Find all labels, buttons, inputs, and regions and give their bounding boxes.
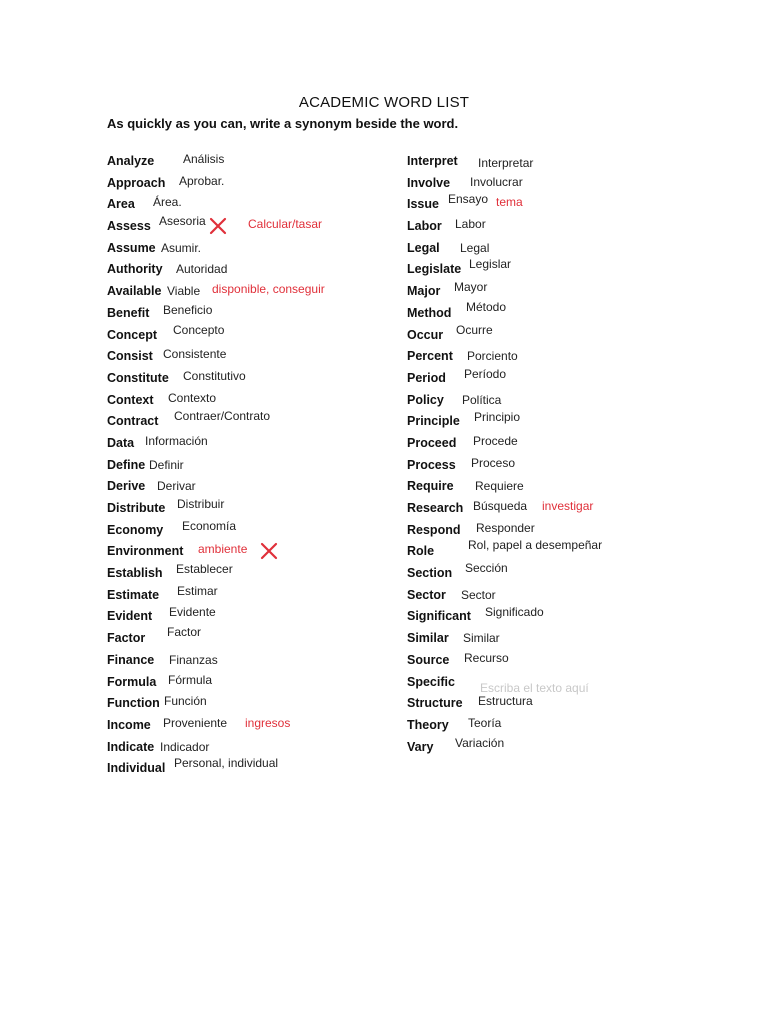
vocabulary-word: Policy bbox=[407, 392, 444, 407]
synonym-answer: Período bbox=[464, 366, 507, 381]
vocabulary-word: Section bbox=[407, 566, 453, 581]
vocabulary-word: Interpret bbox=[407, 154, 458, 168]
word-row bbox=[107, 607, 407, 629]
vocabulary-word: Economy bbox=[107, 522, 164, 537]
vocabulary-word: Assess bbox=[107, 219, 151, 234]
synonym-answer: Indicador bbox=[160, 739, 210, 754]
synonym-answer: Teoría bbox=[468, 715, 502, 730]
vocabulary-word: Estimate bbox=[107, 587, 160, 602]
vocabulary-word: Percent bbox=[407, 349, 453, 364]
correction-text: ingresos bbox=[245, 715, 291, 730]
word-row bbox=[107, 174, 407, 196]
vocabulary-word: Formula bbox=[107, 674, 157, 689]
word-row bbox=[107, 239, 407, 261]
vocabulary-word: Approach bbox=[107, 175, 166, 190]
word-row bbox=[107, 434, 407, 456]
word-row bbox=[107, 625, 407, 651]
word-row bbox=[407, 412, 707, 434]
vocabulary-word: Issue bbox=[407, 197, 439, 212]
vocabulary-word: Analyze bbox=[107, 154, 155, 168]
synonym-answer: Área. bbox=[153, 195, 182, 210]
synonym-answer: Distribuir bbox=[177, 497, 225, 511]
word-row bbox=[407, 673, 707, 695]
word-row bbox=[407, 347, 707, 369]
vocabulary-word: Data bbox=[107, 435, 135, 450]
synonym-answer: Variación bbox=[455, 735, 505, 750]
vocabulary-word: Period bbox=[407, 370, 446, 385]
synonym-answer: Estructura bbox=[478, 694, 533, 709]
correction-text: Calcular/tasar bbox=[248, 217, 323, 232]
vocabulary-word: Theory bbox=[407, 717, 449, 732]
word-row bbox=[407, 538, 707, 564]
word-row bbox=[407, 735, 707, 760]
word-row bbox=[107, 499, 407, 521]
word-row bbox=[407, 217, 707, 239]
synonym-answer: Establecer bbox=[176, 562, 233, 577]
vocabulary-word: Distribute bbox=[107, 501, 166, 515]
synonym-answer: Búsqueda bbox=[473, 499, 528, 513]
word-row bbox=[407, 477, 707, 499]
vocabulary-word: Area bbox=[107, 197, 135, 212]
vocabulary-word: Method bbox=[407, 305, 452, 320]
word-row bbox=[107, 542, 407, 564]
vocabulary-word: Major bbox=[407, 284, 441, 299]
vocabulary-word: Similar bbox=[407, 631, 449, 646]
correction-text: tema bbox=[496, 195, 523, 210]
word-row bbox=[407, 322, 707, 348]
synonym-answer: Responder bbox=[476, 520, 535, 535]
correction-text: ambiente bbox=[198, 542, 248, 557]
synonym-answer: Ocurre bbox=[456, 322, 493, 337]
synonym-answer: Labor bbox=[455, 217, 486, 232]
vocabulary-word: Authority bbox=[107, 262, 163, 277]
word-row bbox=[107, 347, 407, 369]
word-row bbox=[407, 629, 707, 651]
page-title: ACADEMIC WORD LIST bbox=[298, 94, 470, 111]
vocabulary-word: Process bbox=[407, 457, 456, 472]
word-row bbox=[107, 304, 407, 326]
vocabulary-word: Labor bbox=[407, 219, 442, 234]
word-row bbox=[107, 456, 407, 478]
synonym-answer: Rol, papel a desempeñar bbox=[468, 538, 603, 553]
vocabulary-word: Available bbox=[107, 284, 162, 299]
vocabulary-word: Sector bbox=[407, 587, 446, 602]
synonym-answer: Mayor bbox=[454, 280, 488, 295]
word-row bbox=[107, 651, 407, 673]
word-row bbox=[407, 239, 707, 261]
synonym-answer: Beneficio bbox=[163, 302, 213, 317]
vocabulary-word: Factor bbox=[107, 631, 146, 646]
synonym-answer: Consistente bbox=[163, 347, 227, 362]
word-row bbox=[107, 322, 407, 348]
synonym-answer: Legislar bbox=[469, 257, 512, 272]
left-word-column bbox=[107, 152, 407, 781]
synonym-answer: Política bbox=[462, 392, 502, 407]
synonym-answer: Interpretar bbox=[478, 156, 534, 170]
word-row bbox=[107, 477, 407, 499]
vocabulary-word: Occur bbox=[407, 327, 444, 342]
synonym-answer: Significado bbox=[485, 605, 544, 620]
synonym-answer: Autoridad bbox=[176, 262, 228, 277]
word-row bbox=[407, 456, 707, 478]
word-row bbox=[107, 282, 407, 304]
synonym-answer: Factor bbox=[167, 625, 202, 640]
vocabulary-word: Consist bbox=[107, 349, 153, 364]
synonym-answer: Método bbox=[466, 299, 507, 314]
synonym-answer: Procede bbox=[473, 433, 518, 448]
vocabulary-word: Assume bbox=[107, 240, 156, 255]
vocabulary-word: Income bbox=[107, 717, 151, 732]
word-row bbox=[407, 586, 707, 608]
synonym-answer: Finanzas bbox=[169, 652, 218, 667]
vocabulary-word: Evident bbox=[107, 609, 153, 624]
word-row bbox=[107, 260, 407, 282]
synonym-answer: Derivar bbox=[157, 479, 196, 494]
word-row bbox=[407, 499, 707, 521]
synonym-answer: Sección bbox=[465, 561, 508, 576]
vocabulary-word: Proceed bbox=[407, 435, 457, 450]
word-row bbox=[407, 391, 707, 413]
word-row bbox=[107, 673, 407, 695]
synonym-answer: Requiere bbox=[475, 479, 524, 494]
synonym-answer: Constitutivo bbox=[183, 368, 246, 383]
word-row bbox=[407, 299, 707, 326]
word-row bbox=[407, 152, 707, 174]
vocabulary-word: Involve bbox=[407, 175, 451, 190]
vocabulary-word: Individual bbox=[107, 761, 166, 776]
vocabulary-word: Contract bbox=[107, 414, 159, 429]
word-row bbox=[107, 694, 407, 716]
word-row bbox=[107, 583, 407, 608]
word-row bbox=[407, 716, 707, 738]
word-row bbox=[407, 192, 707, 217]
word-row bbox=[407, 257, 707, 282]
synonym-answer: Economía bbox=[182, 518, 237, 533]
vocabulary-word: Respond bbox=[407, 522, 461, 537]
vocabulary-word: Environment bbox=[107, 544, 184, 559]
vocabulary-word: Role bbox=[407, 544, 435, 559]
word-row bbox=[407, 561, 707, 586]
vocabulary-word: Principle bbox=[407, 414, 460, 429]
word-row bbox=[407, 434, 707, 456]
vocabulary-word: Finance bbox=[107, 652, 155, 667]
word-row bbox=[107, 409, 407, 434]
vocabulary-word: Legal bbox=[407, 240, 440, 255]
synonym-answer: Personal, individual bbox=[174, 756, 279, 771]
synonym-answer: Concepto bbox=[173, 322, 225, 337]
vocabulary-word: Establish bbox=[107, 566, 163, 581]
vocabulary-word: Source bbox=[407, 652, 450, 667]
vocabulary-word: Function bbox=[107, 696, 160, 711]
word-row bbox=[407, 651, 707, 673]
synonym-answer: Función bbox=[164, 694, 207, 709]
synonym-answer: Similar bbox=[463, 631, 500, 646]
vocabulary-word: Structure bbox=[407, 696, 463, 711]
synonym-answer: Porciento bbox=[467, 349, 518, 364]
word-row bbox=[107, 756, 407, 781]
synonym-answer: Estimar bbox=[177, 583, 218, 598]
correction-text: disponible, conseguir bbox=[212, 282, 325, 297]
synonym-answer: Involucrar bbox=[470, 174, 523, 189]
synonym-answer: Contraer/Contrato bbox=[174, 409, 271, 424]
word-row bbox=[107, 716, 407, 738]
vocabulary-word: Research bbox=[407, 501, 464, 515]
vocabulary-word: Derive bbox=[107, 479, 146, 494]
vocabulary-word: Concept bbox=[107, 327, 157, 342]
correction-text: investigar bbox=[542, 499, 594, 513]
x-mark-icon bbox=[208, 216, 228, 236]
word-row bbox=[107, 195, 407, 217]
word-row bbox=[407, 694, 707, 716]
synonym-answer: Ensayo bbox=[448, 192, 489, 207]
synonym-answer: Evidente bbox=[169, 605, 216, 620]
vocabulary-word: Indicate bbox=[107, 739, 155, 754]
word-row bbox=[107, 152, 407, 174]
synonym-answer: Asumir. bbox=[161, 240, 202, 255]
synonym-answer: Proveniente bbox=[163, 715, 228, 730]
word-row bbox=[107, 564, 407, 586]
word-row bbox=[407, 282, 707, 304]
synonym-answer: Proceso bbox=[471, 455, 516, 470]
word-row bbox=[407, 366, 707, 391]
synonym-answer: Análisis bbox=[183, 152, 225, 166]
synonym-answer: Viable bbox=[167, 284, 201, 299]
placeholder-text[interactable]: Escriba el texto aquí bbox=[480, 680, 589, 695]
synonym-answer: Legal bbox=[460, 240, 490, 255]
synonym-answer: Definir bbox=[149, 457, 184, 472]
word-row bbox=[107, 369, 407, 391]
synonym-answer: Fórmula bbox=[168, 672, 213, 687]
vocabulary-word: Vary bbox=[407, 739, 434, 754]
instructions: As quickly as you can, write a synonym beside the word. bbox=[107, 116, 459, 131]
x-mark-icon bbox=[259, 541, 279, 561]
vocabulary-word: Specific bbox=[407, 674, 455, 689]
word-row bbox=[407, 607, 707, 629]
synonym-answer: Aprobar. bbox=[179, 173, 225, 188]
right-word-column bbox=[407, 152, 707, 759]
vocabulary-word: Context bbox=[107, 392, 154, 407]
synonym-answer: Recurso bbox=[464, 650, 509, 665]
synonym-answer: Información bbox=[145, 433, 208, 448]
synonym-answer: Sector bbox=[461, 587, 496, 602]
vocabulary-word: Significant bbox=[407, 609, 471, 624]
vocabulary-word: Require bbox=[407, 479, 454, 494]
word-row bbox=[107, 214, 407, 239]
vocabulary-word: Legislate bbox=[407, 262, 462, 277]
synonym-answer: Contexto bbox=[168, 390, 217, 405]
word-row bbox=[107, 518, 407, 543]
vocabulary-word: Define bbox=[107, 457, 146, 472]
synonym-answer: Asesoria bbox=[159, 214, 206, 229]
vocabulary-word: Constitute bbox=[107, 370, 169, 385]
vocabulary-word: Benefit bbox=[107, 305, 150, 320]
synonym-answer: Principio bbox=[474, 410, 521, 425]
